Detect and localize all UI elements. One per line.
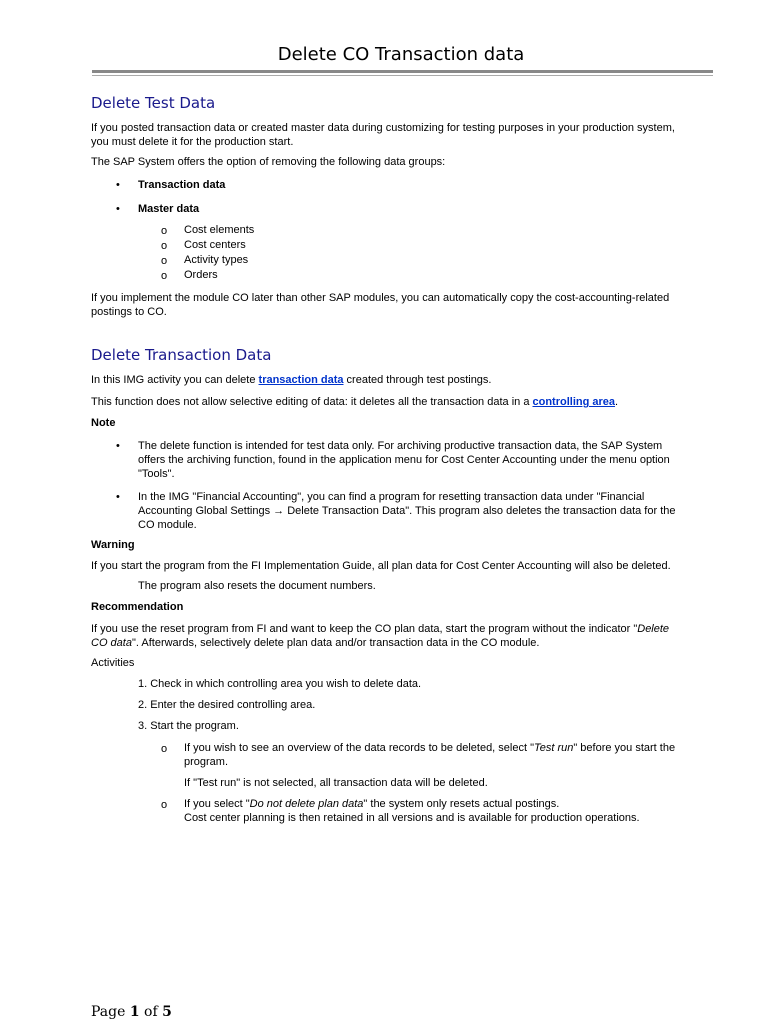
- footer-text: of: [144, 1004, 158, 1020]
- emphasis: CO data: [91, 637, 132, 649]
- sub-list-note: If "Test run" is not selected, all transaction data will be deleted.: [184, 777, 488, 789]
- page-footer: [91, 1004, 172, 1020]
- step-item: 2. Enter the desired controlling area.: [138, 699, 316, 711]
- text-line: Accounting Global Settings → Delete Transaction Data". This program also deletes the transaction data for the: [138, 505, 676, 517]
- paragraph: If you start the program from the FI Implementation Guide, all plan data for Cost Center Accounting will also be deleted.: [91, 560, 671, 572]
- sub-list-item: Cost elements: [184, 224, 255, 236]
- paragraph: [91, 622, 716, 650]
- step-item: 3. Start the program.: [138, 720, 239, 732]
- list-item: [138, 490, 718, 532]
- page-total: 5: [162, 1004, 172, 1020]
- text-span: .: [615, 396, 619, 408]
- footer-text: Page: [91, 1004, 126, 1020]
- text-span: " the system only resets actual postings.: [363, 798, 560, 810]
- section-heading-delete-transaction-data: Delete Transaction Data: [91, 346, 272, 364]
- activities-label: Activities: [91, 657, 135, 669]
- sub-list-item: Cost centers: [184, 239, 246, 251]
- sub-bullet-icon: o: [161, 240, 168, 252]
- list-item: Transaction data: [138, 179, 226, 191]
- paragraph: [91, 373, 716, 387]
- warning-label: Warning: [91, 539, 135, 551]
- controlling-area-link[interactable]: controlling area: [532, 396, 616, 408]
- text-line: In the IMG "Financial Accounting", you can find a program for resetting transaction data under "Financial: [138, 491, 645, 503]
- transaction-data-link[interactable]: transaction data: [258, 374, 344, 386]
- bullet-icon: •: [116, 203, 120, 215]
- sub-bullet-icon: o: [161, 270, 168, 282]
- text-line: Cost center planning is then retained in all versions and is available for production operations.: [184, 812, 640, 824]
- paragraph: [91, 121, 716, 149]
- sub-list-item: Activity types: [184, 254, 249, 266]
- bullet-icon: •: [116, 491, 120, 503]
- list-item: Master data: [138, 203, 200, 215]
- text-span: ". Afterwards, selectively delete plan data and/or transaction data in the CO module.: [131, 637, 540, 649]
- page-title: Delete CO Transaction data: [277, 44, 525, 65]
- text-line: program.: [184, 756, 229, 768]
- sub-bullet-icon: o: [161, 225, 168, 237]
- text-line: If you implement the module CO later than other SAP modules, you can automatically copy the cost-accounting-related: [91, 292, 670, 304]
- emphasis: Delete: [637, 623, 670, 635]
- text-line: you must delete it for the production start.: [91, 136, 294, 148]
- paragraph: [91, 291, 716, 319]
- recommendation-label: Recommendation: [91, 601, 184, 613]
- sub-list-item: [184, 741, 714, 769]
- sub-bullet-icon: o: [161, 743, 168, 755]
- paragraph: The program also resets the document numbers.: [138, 580, 376, 592]
- text-line: CO module.: [138, 519, 197, 531]
- text-line: If you posted transaction data or created master data during customizing for testing purposes in your production system,: [91, 122, 675, 134]
- step-item: 1. Check in which controlling area you wish to delete data.: [138, 678, 422, 690]
- text-line: The delete function is intended for test data only. For archiving productive transaction data, the SAP System: [138, 440, 663, 452]
- paragraph: [91, 395, 716, 409]
- emphasis: Do not delete plan data: [249, 798, 364, 810]
- sub-bullet-icon: o: [161, 255, 168, 267]
- text-span: " before you start the: [573, 742, 676, 754]
- text-span: If you select ": [184, 798, 250, 810]
- emphasis: Test run: [534, 742, 574, 754]
- text-line: postings to CO.: [91, 306, 167, 318]
- text-span: created through test postings.: [343, 374, 492, 386]
- section-heading-delete-test-data: Delete Test Data: [91, 94, 216, 112]
- text-span: This function does not allow selective editing of data: it deletes all the transaction data in a: [91, 396, 533, 408]
- text-span: If you wish to see an overview of the data records to be deleted, select ": [184, 742, 534, 754]
- paragraph: The SAP System offers the option of removing the following data groups:: [91, 156, 446, 168]
- sub-list-item: Orders: [184, 269, 218, 281]
- page-number: 1: [129, 1004, 140, 1020]
- text-line: "Tools".: [138, 468, 175, 480]
- sub-list-item: [184, 797, 714, 825]
- header-rule-thin: [92, 75, 713, 76]
- text-span: If you use the reset program from FI and want to keep the CO plan data, start the program without the indicator ": [91, 623, 638, 635]
- header-rule: [92, 70, 713, 73]
- text-span: In this IMG activity you can delete: [91, 374, 259, 386]
- bullet-icon: •: [116, 440, 120, 452]
- note-label: Note: [91, 417, 116, 429]
- sub-bullet-icon: o: [161, 799, 168, 811]
- text-line: offers the archiving function, found in the application menu for Cost Center Accounting under the menu option: [138, 454, 670, 466]
- list-item: [138, 439, 718, 481]
- bullet-icon: •: [116, 179, 120, 191]
